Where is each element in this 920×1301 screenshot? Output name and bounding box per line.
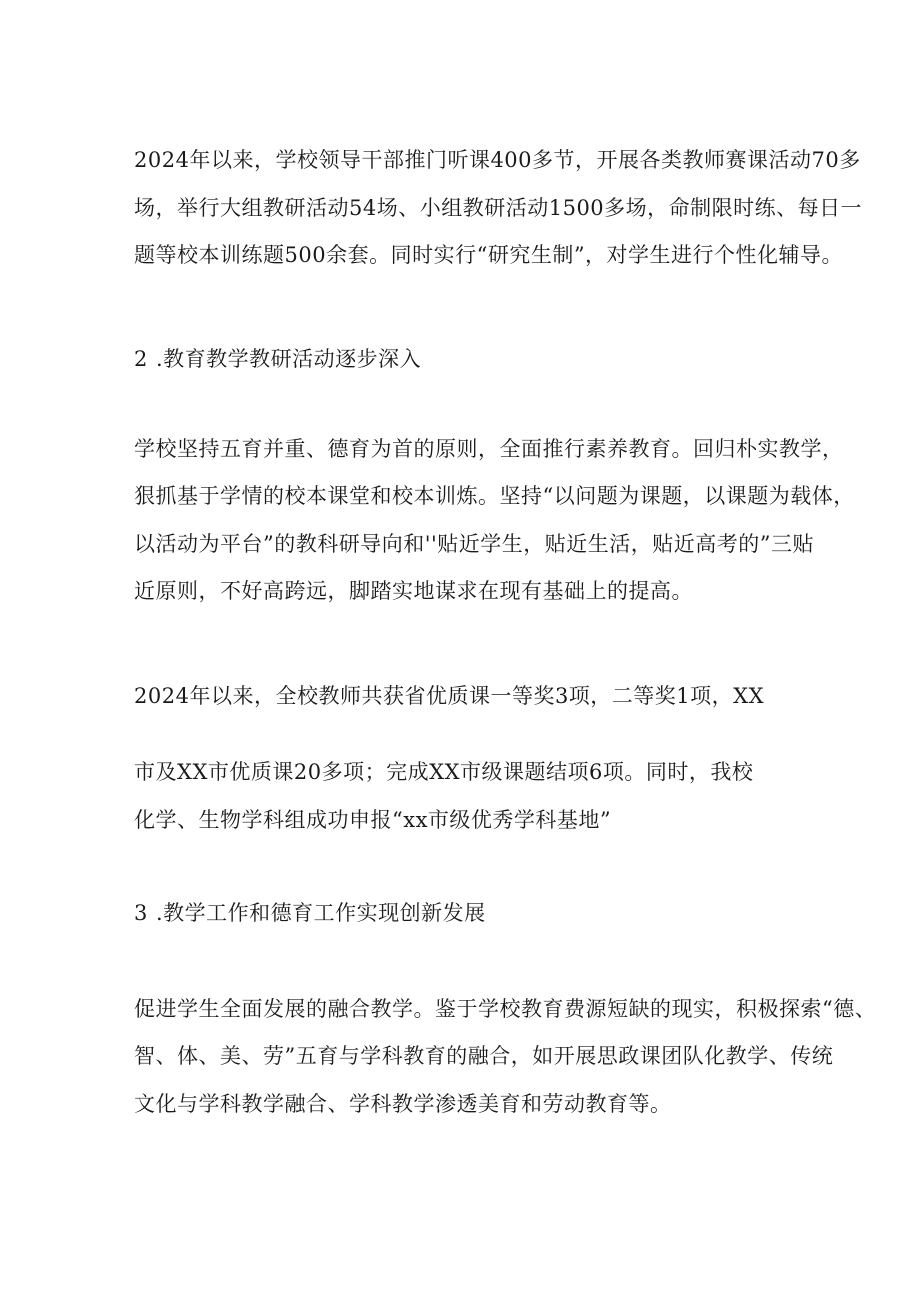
paragraph-4-line-2: 智、体、美、劳”五育与学科教育的融合，如开展思政课团队化教学、传统 (134, 1044, 834, 1068)
paragraph-1-line-2: 场，举行大组教研活动54场、小组教研活动1500多场，命制限时练、每日一 (134, 196, 863, 220)
paragraph-3-line-2: 市及XX市优质课20多项；完成XX市级课题结项6项。同时，我校 (134, 760, 754, 784)
paragraph-2-line-1: 学校坚持五育并重、德育为首的原则，全面推行素养教育。回归朴实教学， (134, 437, 844, 461)
paragraph-4-line-3: 文化与学科教学融合、学科教学渗透美育和劳动教育等。 (134, 1092, 672, 1116)
paragraph-2-line-3: 以活动为平台”的教科研导向和''贴近学生，贴近生活，贴近高考的”三贴 (134, 532, 815, 556)
section-heading-2 (134, 344, 421, 374)
paragraph-4-line-1: 促进学生全面发展的融合教学。鉴于学校教育费源短缺的现实，积极探索“德、 (134, 997, 877, 1021)
paragraph-3-line-1: 2024年以来，全校教师共获省优质课一等奖3项，二等奖1项，XX (134, 684, 765, 708)
paragraph-3-line-3: 化学、生物学科组成功申报“xx市级优秀学科基地” (134, 808, 612, 832)
section-title: .教育教学教研活动逐步深入 (156, 347, 422, 371)
section-heading-3 (134, 898, 486, 928)
paragraph-1-line-1: 2024年以来，学校领导干部推门听课400多节，开展各类教师赛课活动70多 (134, 148, 861, 172)
paragraph-2-line-2: 狠抓基于学情的校本课堂和校本训炼。坚持“以问题为课题，以课题为载体， (134, 484, 855, 508)
paragraph-1-line-3: 题等校本训练题500余套。同时实行“研究生制”，对学生进行个性化辅导。 (134, 243, 844, 267)
section-number: 3 (134, 901, 148, 925)
paragraph-2-line-4: 近原则，不好高跨远，脚踏实地谋求在现有基础上的提高。 (134, 579, 693, 603)
section-number: 2 (134, 347, 148, 371)
section-title: .教学工作和德育工作实现创新发展 (156, 901, 486, 925)
